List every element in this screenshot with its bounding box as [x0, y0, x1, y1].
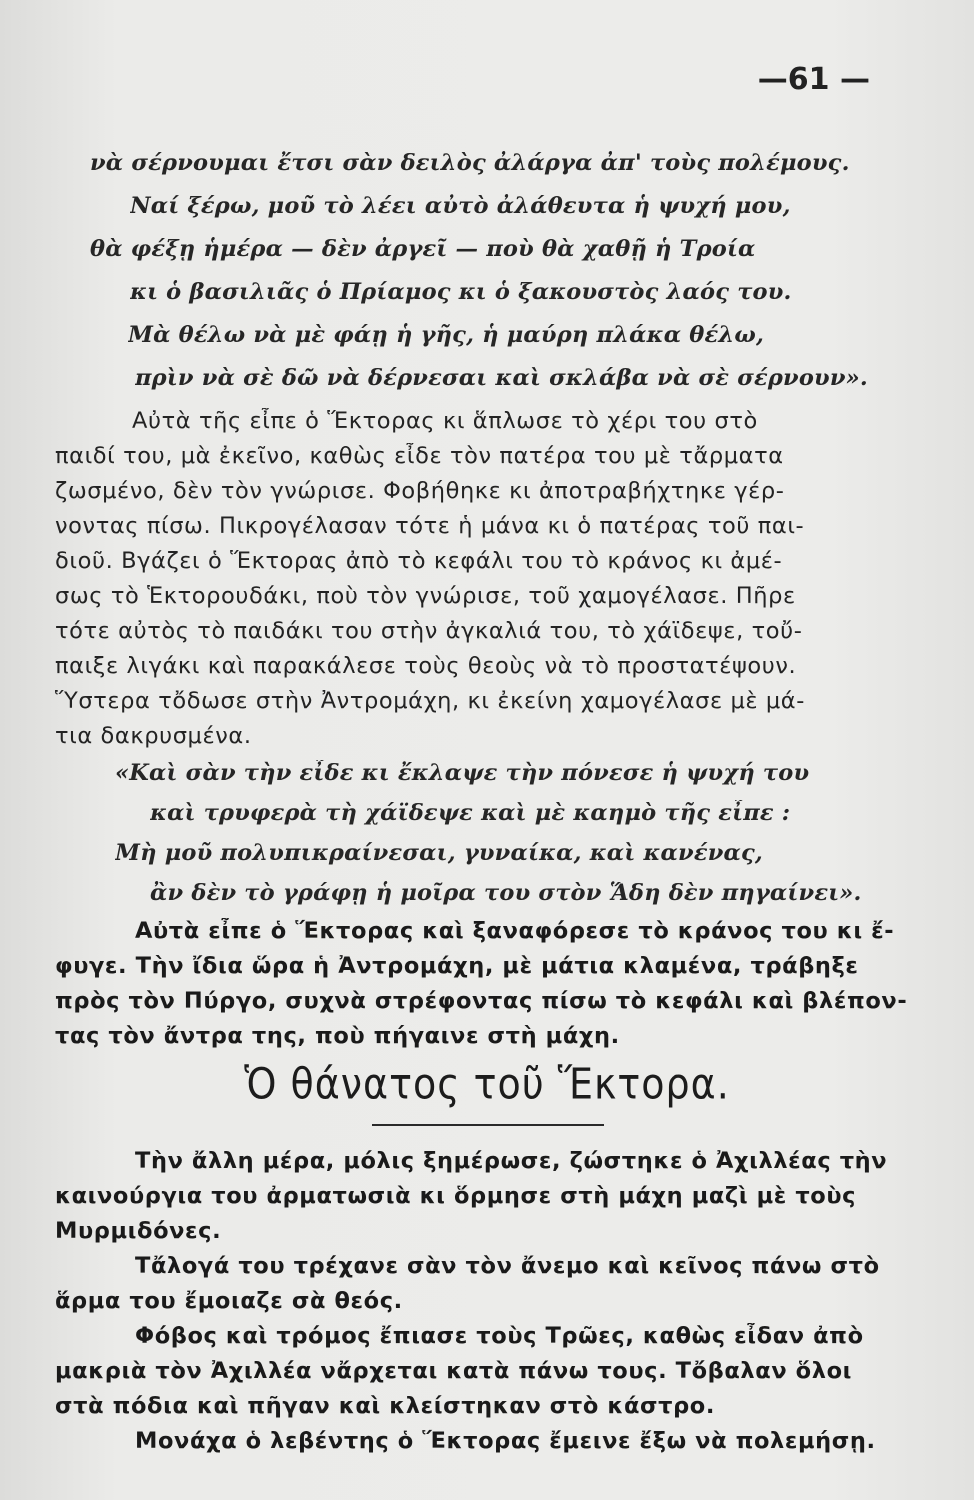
verse-line: Ναί ξέρω, μοῦ τὸ λέει αὐτὸ ἀλάθευτα ἡ ψυχή μου, — [130, 193, 791, 219]
verse-line: θὰ φέξῃ ἡμέρα — δὲν ἀργεῖ — ποὺ θὰ χαθῇ ἡ Τροία — [90, 236, 756, 262]
paragraph-line: παιδί του, μὰ ἐκεῖνο, καθὼς εἶδε τὸν πατέρα του μὲ τἄρματα — [55, 443, 784, 469]
page-number: —61 — — [757, 62, 870, 97]
paragraph-line: σως τὸ Ἑκτορουδάκι, ποὺ τὸν γνώρισε, τοῦ χαμογέλασε. Πῆρε — [55, 583, 796, 609]
verse-line: νὰ σέρνουμαι ἔτσι σὰν δειλὸς ἀλάργα ἀπ' τοὺς πολέμους. — [90, 150, 850, 176]
paragraph-line: πρὸς τὸν Πύργο, συχνὰ στρέφοντας πίσω τὸ κεφάλι καὶ βλέπον- — [55, 988, 908, 1014]
paragraph-line: φυγε. Τὴν ἴδια ὥρα ἡ Ἀντρομάχη, μὲ μάτια κλαμένα, τράβηξε — [55, 953, 859, 979]
paragraph-line: μακριὰ τὸν Ἀχιλλέα νἄρχεται κατὰ πάνω τους. Τὄβαλαν ὅλοι — [55, 1358, 853, 1384]
paragraph-line: Φόβος καὶ τρόμος ἔπιασε τοὺς Τρῶες, καθὼς εἶδαν ἀπὸ — [135, 1323, 864, 1349]
verse-line: Μὴ μοῦ πολυπικραίνεσαι, γυναίκα, καὶ κανένας, — [115, 840, 763, 866]
paragraph-line: Μονάχα ὁ λεβέντης ὁ Ἕκτορας ἔμεινε ἔξω νὰ πολεμήσῃ. — [135, 1428, 876, 1454]
verse-line: ἂν δὲν τὸ γράφῃ ἡ μοῖρα του στὸν Ἅδη δὲν πηγαίνει». — [150, 880, 862, 906]
paragraph-line: νοντας πίσω. Πικρογέλασαν τότε ἡ μάνα κι ὁ πατέρας τοῦ παι- — [55, 513, 805, 539]
heading-divider — [372, 1124, 604, 1126]
paragraph-line: τια δακρυσμένα. — [55, 723, 252, 749]
paragraph-line: τότε αὐτὸς τὸ παιδάκι του στὴν ἀγκαλιά του, τὸ χάϊδεψε, τοὔ- — [55, 618, 803, 644]
verse-line: καὶ τρυφερὰ τὴ χάϊδεψε καὶ μὲ καημὸ τῆς εἶπε : — [150, 800, 791, 826]
verse-line: Μὰ θέλω νὰ μὲ φάῃ ἡ γῆς, ἡ μαύρη πλάκα θέλω, — [128, 322, 764, 348]
paragraph-line: ζωσμένο, δὲν τὸν γνώρισε. Φοβήθηκε κι ἀποτραβήχτηκε γέρ- — [55, 478, 785, 504]
paragraph-line: Αὐτὰ τῆς εἶπε ὁ Ἕκτορας κι ἅπλωσε τὸ χέρι του στὸ — [132, 408, 758, 434]
paragraph-line: Τἄλογά του τρέχανε σὰν τὸν ἄνεμο καὶ κεῖνος πάνω στὸ — [135, 1253, 880, 1279]
paragraph-line: Τὴν ἄλλη μέρα, μόλις ξημέρωσε, ζώστηκε ὁ Ἀχιλλέας τὴν — [135, 1148, 888, 1174]
paragraph-line: καινούργια του ἀρματωσιὰ κι ὅρμησε στὴ μάχη μαζὶ μὲ τοὺς — [55, 1183, 857, 1209]
verse-line: πρὶν νὰ σὲ δῶ νὰ δέρνεσαι καὶ σκλάβα νὰ σὲ σέρνουν». — [135, 365, 868, 391]
verse-line: «Καὶ σὰν τὴν εἶδε κι ἔκλαψε τὴν πόνεσε ἡ ψυχή του — [115, 760, 810, 786]
paragraph-line: Αὐτὰ εἶπε ὁ Ἕκτορας καὶ ξαναφόρεσε τὸ κράνος του κι ἔ- — [135, 918, 895, 944]
paragraph-line: διοῦ. Βγάζει ὁ Ἕκτορας ἀπὸ τὸ κεφάλι του τὸ κράνος κι ἀμέ- — [55, 548, 783, 574]
paragraph-line: στὰ πόδια καὶ πῆγαν καὶ κλείστηκαν στὸ κάστρο. — [55, 1393, 716, 1419]
paragraph-line: τας τὸν ἄντρα της, ποὺ πήγαινε στὴ μάχη. — [55, 1023, 620, 1049]
section-heading: Ὁ θάνατος τοῦ Ἕκτορα. — [244, 1059, 730, 1109]
paragraph-line: Ὕστερα τὄδωσε στὴν Ἀντρομάχη, κι ἐκείνη χαμογέλασε μὲ μά- — [55, 688, 805, 714]
paragraph-line: Μυρμιδόνες. — [55, 1218, 222, 1244]
paragraph-line: ἅρμα του ἔμοιαζε σὰ θεός. — [55, 1288, 403, 1314]
verse-line: κι ὁ βασιλιᾶς ὁ Πρίαμος κι ὁ ξακουστὸς λαός του. — [130, 279, 792, 305]
paragraph-line: παιξε λιγάκι καὶ παρακάλεσε τοὺς θεοὺς νὰ τὸ προστατέψουν. — [55, 653, 797, 679]
